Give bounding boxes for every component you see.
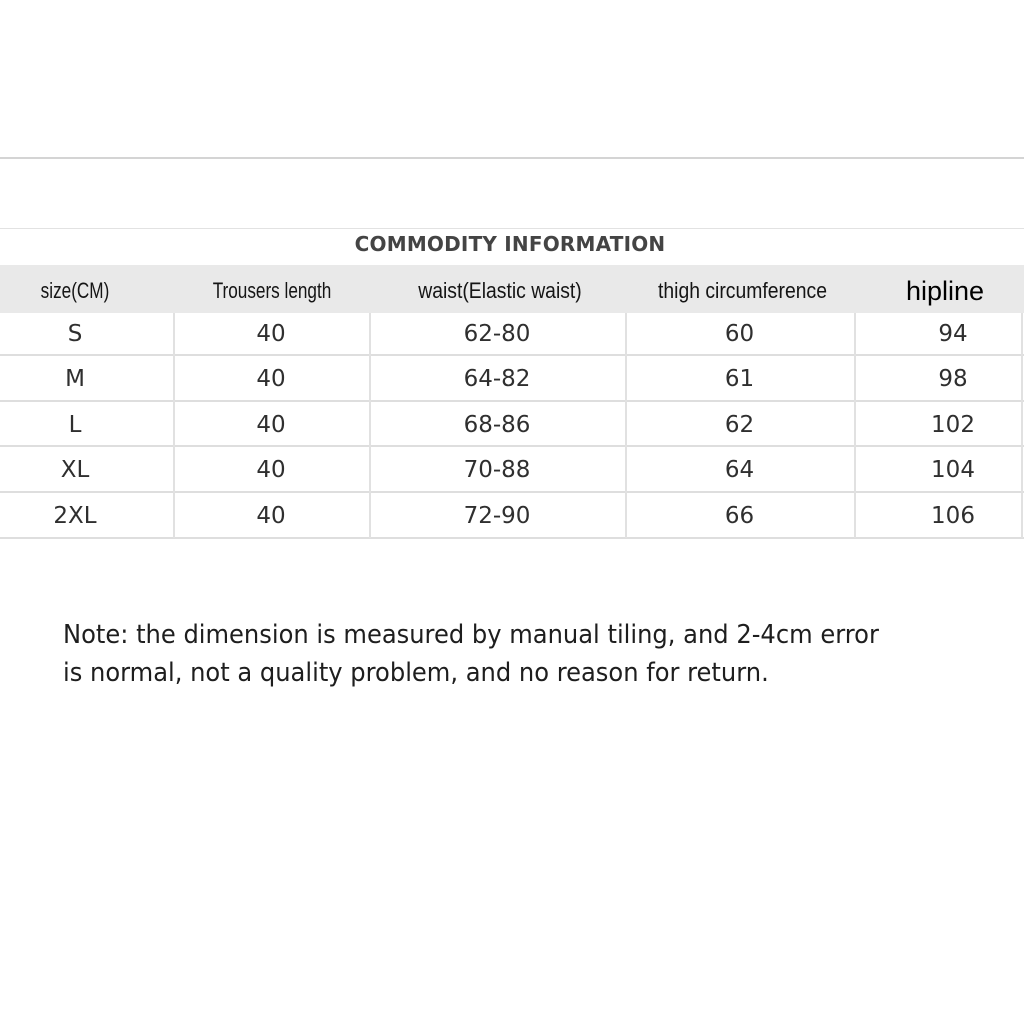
cell-trousers-length: 40 xyxy=(256,503,286,529)
header-trousers-length: Trousers length xyxy=(212,278,332,303)
cell-hipline: 106 xyxy=(931,503,975,529)
cell-thigh: 60 xyxy=(724,321,755,347)
cell-waist: 64-82 xyxy=(463,366,531,392)
cell-size: S xyxy=(67,321,83,347)
cell-hipline: 102 xyxy=(931,412,975,438)
cell-size: 2XL xyxy=(53,503,97,529)
cell-trousers-length: 40 xyxy=(256,321,286,347)
cell-size: XL xyxy=(60,457,90,483)
cell-hipline: 104 xyxy=(931,457,975,483)
cell-trousers-length: 40 xyxy=(256,457,286,483)
cell-thigh: 61 xyxy=(724,366,755,392)
header-waist: waist(Elastic waist) xyxy=(418,278,582,303)
cell-waist: 70-88 xyxy=(463,457,531,483)
cell-thigh: 66 xyxy=(724,503,755,529)
cell-hipline: 94 xyxy=(938,321,968,347)
cell-hipline: 98 xyxy=(938,366,968,392)
cell-size: L xyxy=(68,412,82,438)
top-divider xyxy=(0,157,1024,159)
cell-thigh: 64 xyxy=(724,457,755,483)
header-thigh-circumference: thigh circumference xyxy=(658,278,827,303)
cell-thigh: 62 xyxy=(724,412,755,438)
table-top-divider xyxy=(0,228,1024,229)
cell-trousers-length: 40 xyxy=(256,412,286,438)
measurement-note: Note: the dimension is measured by manual tiling, and 2-4cm error is normal, not a quality problem, and no reason for return. xyxy=(63,620,879,688)
cell-trousers-length: 40 xyxy=(256,366,286,392)
header-size: size(CM) xyxy=(40,278,110,303)
cell-waist: 62-80 xyxy=(463,321,531,347)
cell-waist: 72-90 xyxy=(463,503,531,529)
cell-waist: 68-86 xyxy=(463,412,531,438)
header-hipline: hipline xyxy=(905,276,985,306)
table-title xyxy=(0,232,1024,256)
table-title-text: COMMODITY INFORMATION xyxy=(354,232,666,256)
cell-size: M xyxy=(65,366,85,392)
